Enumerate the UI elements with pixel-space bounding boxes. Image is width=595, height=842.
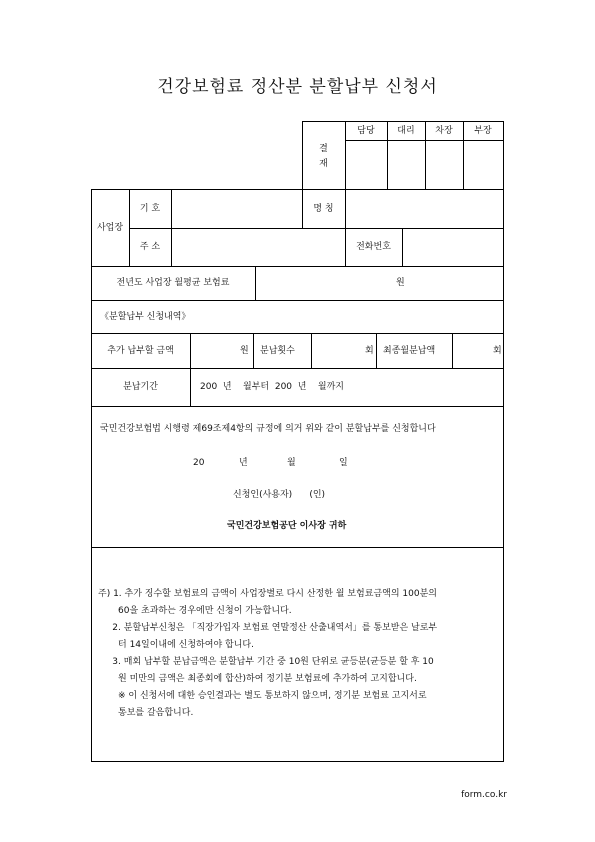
approval-col-manager: 부장 (474, 126, 492, 136)
recipient-line: 국민건강보험공단 이사장 귀하 (227, 521, 347, 531)
installment-count-label: 분납횟수 (260, 346, 295, 356)
note-line: 원 미만의 금액은 최종회에 합산)하여 정기분 보험료에 추가하여 고지합니다. (98, 674, 417, 684)
section-heading: 《분할납부 신청내역》 (100, 312, 191, 322)
final-installment-label: 최종월분납액 (383, 346, 436, 356)
approval-col-assistant: 대리 (397, 126, 415, 136)
business-phone-field[interactable] (403, 229, 502, 265)
additional-amount-label: 추가 납부할 금액 (107, 346, 174, 356)
business-name-field[interactable] (346, 190, 502, 227)
prev-year-premium-unit: 원 (396, 278, 405, 288)
date-year-label: 년 (239, 458, 248, 468)
applicant-signature[interactable]: 신청인(사용자) (인) (233, 490, 326, 500)
date-month-label: 월 (287, 458, 296, 468)
final-installment-unit: 회 (493, 346, 502, 356)
page-title: 건강보험료 정산분 분할납부 신청서 (157, 77, 438, 97)
installment-count-unit: 회 (365, 346, 374, 356)
date-day-label: 일 (339, 458, 348, 468)
approval-sign-deputy[interactable] (426, 141, 462, 188)
approval-sign-assistant[interactable] (388, 141, 424, 188)
footer-source: form.co.kr (461, 790, 507, 800)
approval-label-bottom: 재 (319, 159, 328, 169)
prev-year-premium-field[interactable] (256, 267, 503, 299)
note-line: 3. 매회 납부할 분납금액은 분할납부 기간 중 10원 단위로 균등분(균등분 할 후 10 (98, 657, 434, 667)
business-group-label: 사업장 (96, 223, 124, 233)
note-line: 터 14일이내에 신청하여야 합니다. (98, 640, 254, 650)
approval-sign-manager[interactable] (464, 141, 502, 188)
business-symbol-field[interactable] (172, 190, 301, 227)
note-line: 2. 분할납부신청은 「직장가입자 보험료 연말정산 산출내역서」를 통보받은 날로부 (98, 623, 438, 633)
business-address-field[interactable] (172, 229, 344, 265)
approval-col-staff: 담당 (357, 126, 375, 136)
approval-label-top: 결 (319, 144, 328, 154)
business-symbol-label: 기 호 (139, 204, 161, 214)
note-line: ※ 이 신청서에 대한 승인결과는 별도 통보하지 않으며, 정기분 보험료 고지서로 (98, 691, 427, 701)
declaration-statement: 국민건강보험법 시행령 제69조제4항의 규정에 의거 위와 같이 분할납부를 신청합니다 (100, 424, 436, 434)
date-year-prefix: 20 (193, 458, 205, 468)
note-line: 60을 초과하는 경우에만 신청이 가능합니다. (98, 606, 292, 616)
notes-block (98, 586, 508, 722)
period-label: 분납기간 (123, 382, 158, 392)
business-address-label: 주 소 (139, 242, 161, 252)
note-line: 주) 1. 추가 징수할 보험료의 금액이 사업장별로 다시 산정한 월 보험료금액의 100분의 (98, 589, 437, 599)
additional-amount-unit: 원 (240, 346, 249, 356)
period-value[interactable]: 200 년 월부터 200 년 월까지 (200, 382, 344, 392)
note-line: 통보를 갈음합니다. (98, 708, 194, 718)
prev-year-premium-label: 전년도 사업장 월평균 보험료 (116, 278, 230, 288)
business-phone-label: 전화번호 (356, 242, 391, 252)
approval-col-deputy: 차장 (435, 126, 453, 136)
approval-sign-staff[interactable] (346, 141, 386, 188)
business-name-label: 명 칭 (313, 204, 334, 214)
